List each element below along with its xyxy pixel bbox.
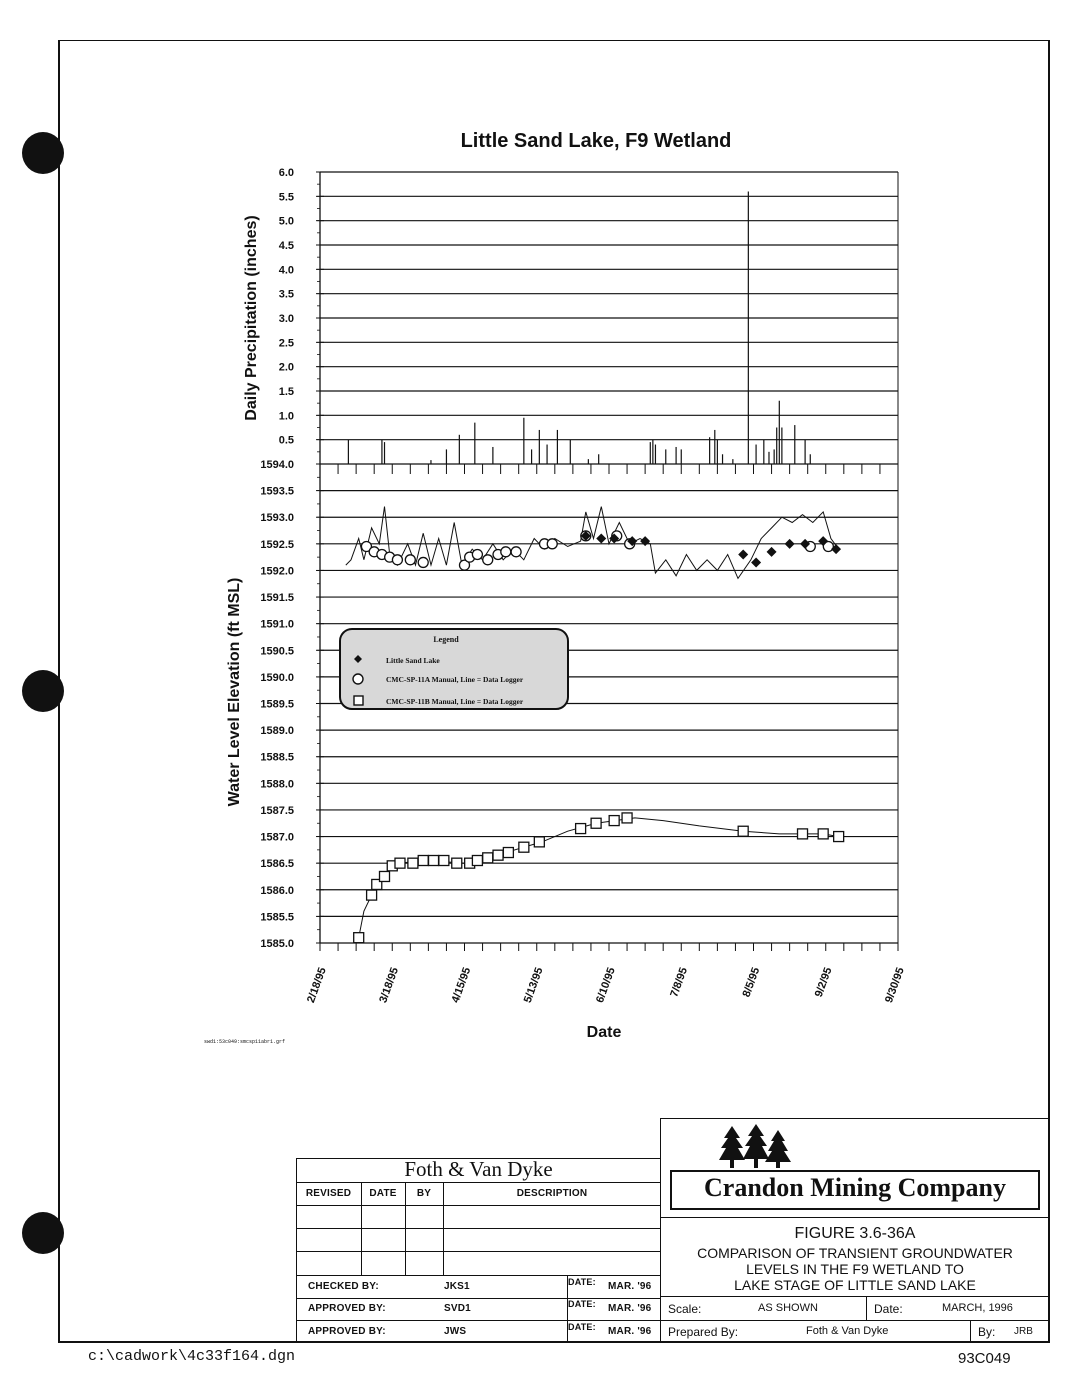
level-tick-label: 1587.5 [260,804,294,817]
level-tick-label: 1590.0 [260,671,294,684]
approved-by-label-1: APPROVED BY: [308,1303,386,1314]
engineer-name: Foth & Van Dyke [404,1157,553,1181]
level-tick-label: 1591.0 [260,618,294,631]
figure-title-line-3: LAKE STAGE OF LITTLE SAND LAKE [734,1277,976,1293]
little-sand-lake-point [640,536,650,546]
approved-date-value-1: MAR. '96 [608,1303,652,1314]
sp-11b-manual-point [354,933,364,943]
sp-11b-logger-line [359,818,839,938]
col-divider-2 [405,1182,406,1276]
figure-title-line-1: COMPARISON OF TRANSIENT GROUNDWATER [697,1245,1013,1261]
sp-11b-manual-point [503,848,513,858]
level-tick-label: 1588.0 [260,778,294,791]
sp-11b-manual-point [609,816,619,826]
sp-11b-manual-point [493,850,503,860]
precip-tick-label: 5.0 [278,215,294,228]
header-description: DESCRIPTION [516,1188,588,1199]
row-divider-4 [296,1298,661,1299]
col-divider-3 [443,1182,444,1276]
little-sand-lake-point [785,539,795,549]
x-tick-label: 3/18/95 [377,965,402,1005]
file-path: c:\cadwork\4c33f164.dgn [88,1348,296,1365]
sp-11b-manual-point [738,826,748,836]
by-value: JRB [1014,1326,1033,1337]
prepared-by-value: Foth & Van Dyke [806,1325,889,1337]
level-tick-label: 1592.5 [260,538,294,551]
precip-tick-label: 3.5 [278,288,294,301]
precip-tick-label: 4.0 [278,264,294,277]
company-divider [660,1217,1050,1218]
sp-11b-manual-point [408,858,418,868]
col-divider-1 [361,1182,362,1276]
header-date: DATE [369,1188,397,1199]
sp-11a-manual-point [418,557,428,567]
sp-11b-manual-point [534,837,544,847]
legend-label-little-sand-lake: Little Sand Lake [386,656,440,665]
sp-11b-manual-point [519,842,529,852]
little-sand-lake-point [751,557,761,567]
sp-11b-manual-point [576,824,586,834]
level-tick-label: 1594.0 [260,459,294,471]
sp-11a-manual-point [547,539,557,549]
row-divider-1 [296,1228,661,1229]
checked-by-value: JKS1 [444,1281,470,1292]
level-tick-label: 1585.0 [260,938,294,950]
sp-11b-manual-point [818,829,828,839]
level-tick-label: 1585.5 [260,911,294,924]
sp-11b-manual-point [622,813,632,823]
level-tick-label: 1593.5 [260,485,294,498]
checked-date-value: MAR. '96 [608,1281,652,1292]
x-tick-label: 5/13/95 [521,965,546,1005]
level-y-axis-label: Water Level Elevation (ft MSL) [226,577,243,807]
approved-date-label-2: DATE: [568,1322,596,1332]
little-sand-lake-point [596,534,606,544]
sp-11b-manual-point [395,858,405,868]
sp-11a-manual-point [501,547,511,557]
sp-11a-manual-point [483,555,493,565]
level-tick-label: 1586.0 [260,884,294,897]
precip-tick-label: 3.0 [278,313,294,325]
sp-11a-manual-point [472,549,482,559]
sp-11b-manual-point [591,818,601,828]
approved-by-value-2: JWS [444,1326,467,1337]
scale-row-divider [660,1296,1050,1297]
precipitation-panel [279,167,898,474]
legend-label-sp-11a: CMC-SP-11A Manual, Line = Data Logger [386,675,524,684]
x-tick-label: 8/5/95 [740,965,763,999]
precip-tick-label: 4.5 [278,240,294,252]
drawing-number: 93C049 [958,1350,1011,1367]
x-tick-label: 9/2/95 [812,965,835,999]
legend-title: Legend [433,635,459,644]
figure-number: FIGURE 3.6-36A [794,1225,916,1242]
x-tick-label: 4/15/95 [449,965,474,1005]
little-sand-lake-point [767,547,777,557]
sp-11b-manual-point [439,856,449,866]
level-tick-label: 1586.5 [260,858,294,871]
prepared-row-divider [660,1320,1050,1321]
x-tick-label: 7/8/95 [668,965,691,999]
by-label: By: [978,1325,996,1339]
approved-date-label-1: DATE: [568,1299,596,1309]
level-tick-label: 1589.0 [260,725,294,738]
sp-11b-manual-point [483,853,493,863]
level-tick-label: 1589.5 [260,698,294,711]
approved-by-value-1: SVD1 [444,1303,471,1314]
approved-by-label-2: APPROVED BY: [308,1326,386,1337]
legend-label-sp-11b: CMC-SP-11B Manual, Line = Data Logger [386,697,524,706]
row-divider-3 [296,1275,661,1276]
precip-tick-label: 1.5 [278,386,294,398]
sp-11b-manual-point [834,832,844,842]
sp-11a-manual-point [405,555,415,565]
scale-label: Scale: [668,1302,702,1316]
precip-y-axis-label: Daily Precipitation (inches) [243,215,260,421]
precip-tick-label: 1.0 [278,410,294,423]
prepared-by-label: Prepared By: [668,1325,739,1339]
sp-11b-manual-point [798,829,808,839]
sp-11b-manual-point [380,871,390,881]
sp-11b-manual-point [429,856,439,866]
precip-tick-label: 2.0 [278,361,294,374]
by-col-divider [970,1320,971,1343]
legend [340,629,568,709]
little-sand-lake-point [738,549,748,559]
sp-11b-manual-point [418,856,428,866]
precip-tick-label: 2.5 [278,337,294,350]
row-divider-5 [296,1320,661,1321]
level-tick-label: 1587.0 [260,831,294,844]
figure-title-line-2: LEVELS IN THE F9 WETLAND TO [746,1261,964,1277]
level-tick-label: 1592.0 [260,565,294,578]
row-divider-2 [296,1251,661,1252]
chart-title: Little Sand Lake, F9 Wetland [460,130,732,152]
scale-value: AS SHOWN [758,1302,818,1314]
precip-tick-label: 0.5 [278,434,294,447]
scale-col-divider [866,1296,867,1320]
date2-label: Date: [874,1302,903,1316]
date2-value: MARCH, 1996 [942,1302,1013,1314]
level-tick-label: 1593.0 [260,512,294,525]
x-axis [305,943,907,1005]
sp-11a-manual-point [392,555,402,565]
x-tick-label: 2/18/95 [304,965,329,1005]
approved-date-value-2: MAR. '96 [608,1326,652,1337]
file-reference: swd1:53c049:smcsp11abr1.grf [204,1039,286,1045]
sp-11a-manual-point [511,547,521,557]
legend-square-marker [354,696,363,705]
x-axis-label: Date [586,1024,622,1041]
legend-circle-marker [353,674,363,684]
precip-tick-label: 5.5 [278,191,294,204]
header-revised: REVISED [305,1188,352,1199]
company-name: Crandon Mining Company [704,1173,1006,1202]
x-tick-label: 9/30/95 [882,965,907,1005]
checked-date-label: DATE: [568,1277,596,1287]
level-tick-label: 1591.5 [260,592,294,605]
sp-11b-manual-point [367,890,377,900]
header-by: BY [416,1188,432,1199]
checked-by-label: CHECKED BY: [308,1281,379,1292]
level-tick-label: 1590.5 [260,645,294,658]
sp-11b-manual-point [452,858,462,868]
level-tick-label: 1588.5 [260,751,294,764]
tree-logo [716,1124,796,1170]
precip-tick-label: 6.0 [278,167,294,179]
x-tick-label: 6/10/95 [593,965,618,1005]
sp-11b-manual-point [472,856,482,866]
